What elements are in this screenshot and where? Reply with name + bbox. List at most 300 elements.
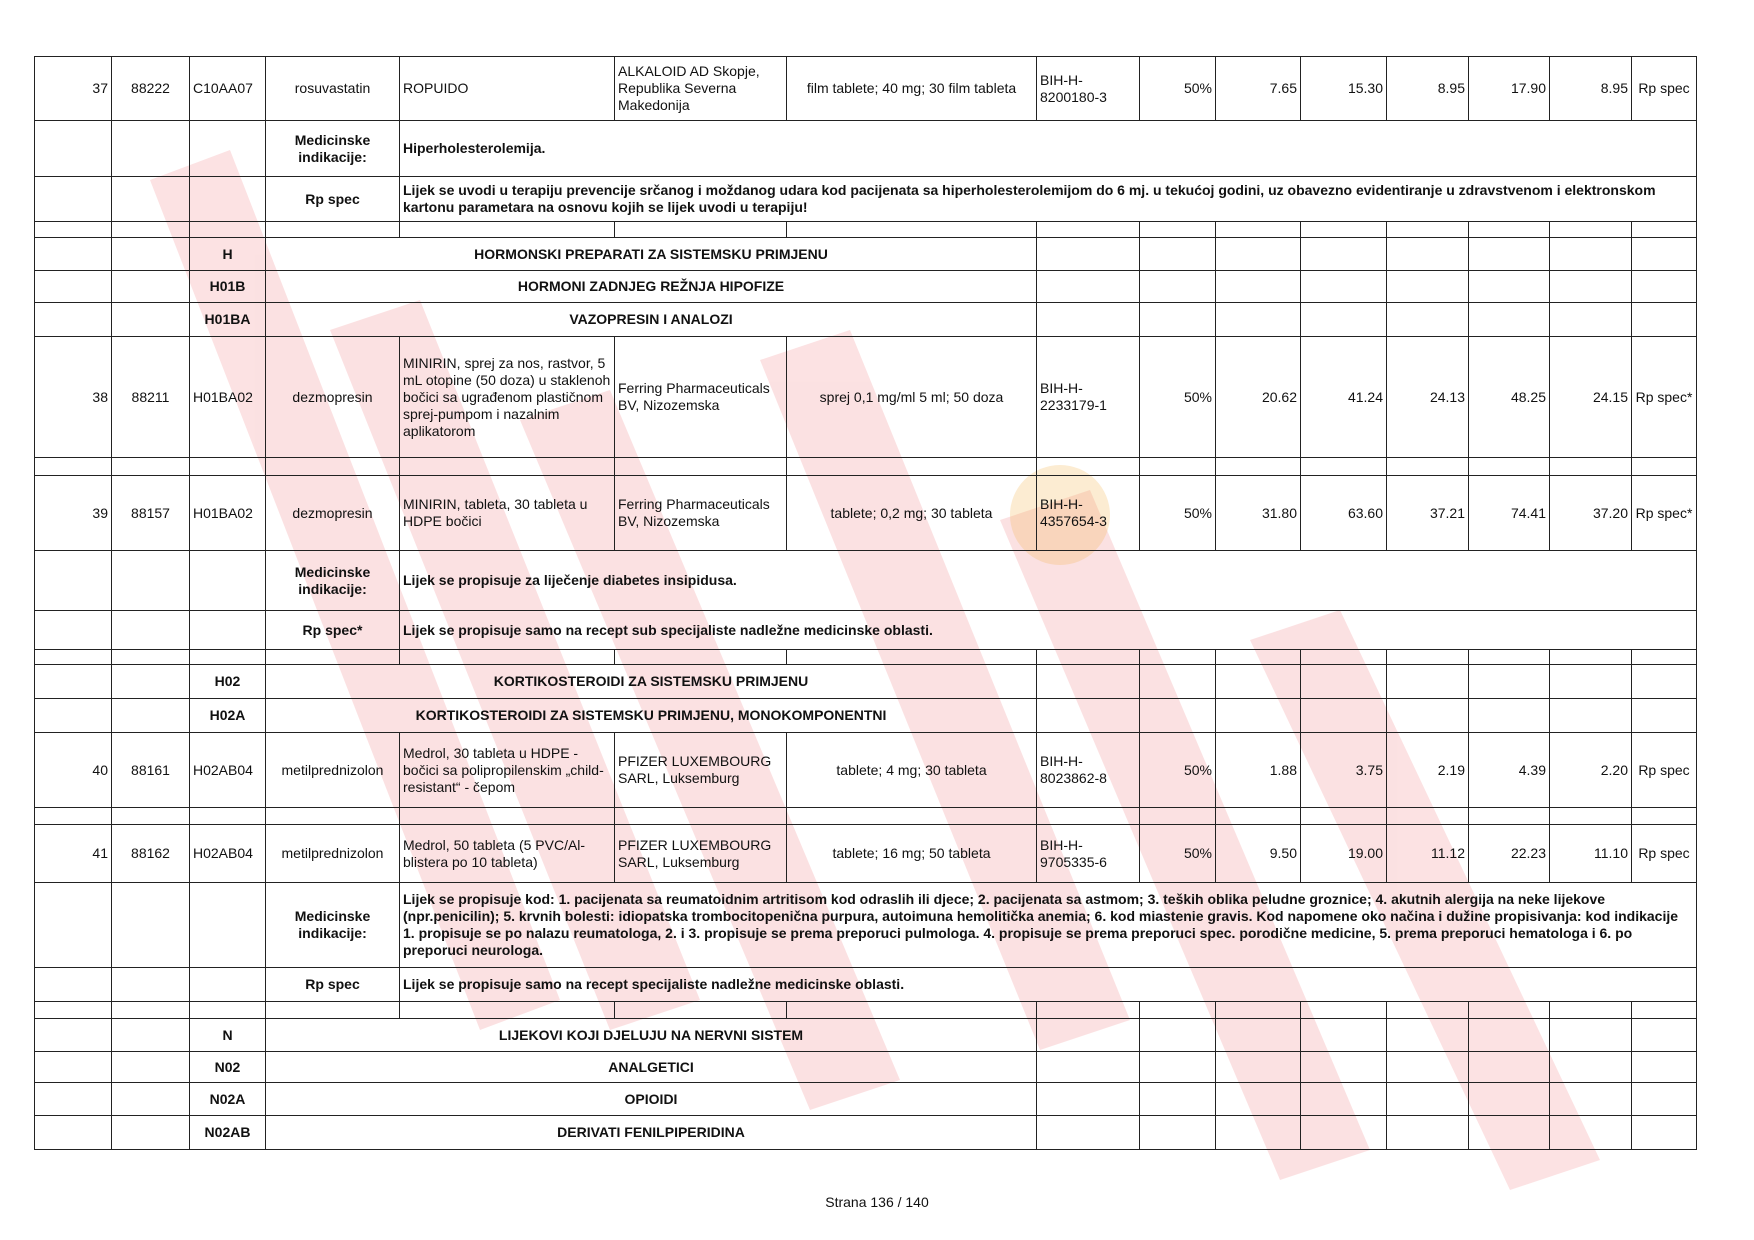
empty-cell: [1140, 458, 1216, 476]
empty-cell: [1550, 303, 1632, 337]
price-p4: 74.41: [1469, 476, 1550, 551]
note-row: [35, 883, 1697, 968]
empty-cell: [1216, 303, 1301, 337]
category-title: VAZOPRESIN I ANALOZI: [266, 303, 1037, 337]
empty-cell: [35, 551, 112, 611]
empty-cell: [35, 1083, 112, 1116]
note-text: Lijek se propisuje samo na recept specijaliste nadležne medicinske oblasti.: [400, 968, 1697, 1002]
category-row: [35, 1116, 1697, 1150]
empty-cell: [1550, 238, 1632, 271]
note-text: Lijek se propisuje kod: 1. pacijenata sa reumatoidnim artritisom kod odraslih ili djece; 2. pacijenata sa astmom; 3. teških oblika peludne groznice; 4. akutnih alergija na neke lijekove (npr.penicilin); 5. krvnih bolesti: idiopatska trombocitopenična purpura, autoimuna hemolitička anemia; 6. kod miastenie gravis. Kod napomene oko načina i dužine propisivanja: kod indikacije 1. propisuje se po nalazu reumatologa, 2. i 3. propisuje se prema preporuci pulmologa. 4. propisuje se prema preporuci spec. porodične medicine, 5. prema preporuci hematologa i 6. po preporuci neurologa.: [400, 883, 1697, 968]
participation-percent: 50%: [1140, 733, 1216, 808]
empty-cell: [266, 808, 400, 825]
category-row: [35, 238, 1697, 271]
row-number: 40: [35, 733, 112, 808]
price-p3: 24.13: [1387, 337, 1469, 458]
note-row: [35, 611, 1697, 650]
drug-name: MINIRIN, sprej za nos, rastvor, 5 mL otopine (50 doza) u staklenoh bočici sa ugrađenom plastičnom sprej-pumpom i nazalnim aplikatorom: [400, 337, 615, 458]
drug-name: Medrol, 50 tableta (5 PVC/Al-blistera po 10 tableta): [400, 825, 615, 883]
empty-cell: [615, 222, 787, 238]
empty-cell: [112, 121, 190, 177]
note-label: Medicinske indikacije:: [266, 121, 400, 177]
price-p3: 2.19: [1387, 733, 1469, 808]
empty-cell: [1301, 808, 1387, 825]
price-p2: 15.30: [1301, 57, 1387, 121]
pharmaceutical-form: film tablete; 40 mg; 30 film tableta: [787, 57, 1037, 121]
empty-cell: [1632, 1052, 1697, 1083]
price-p2: 19.00: [1301, 825, 1387, 883]
empty-cell: [1037, 1083, 1140, 1116]
row-number: 39: [35, 476, 112, 551]
category-row: [35, 271, 1697, 303]
empty-cell: [1550, 650, 1632, 665]
empty-cell: [615, 458, 787, 476]
prescription-regime: Rp spec: [1632, 733, 1697, 808]
drug-code: 88222: [112, 57, 190, 121]
empty-cell: [1632, 665, 1697, 699]
active-substance: rosuvastatin: [266, 57, 400, 121]
category-title: ANALGETICI: [266, 1052, 1037, 1083]
category-code: H02: [190, 665, 266, 699]
empty-cell: [1037, 1052, 1140, 1083]
empty-cell: [1550, 1052, 1632, 1083]
registration-number: BIH-H-2233179-1: [1037, 337, 1140, 458]
category-row: [35, 665, 1697, 699]
pharmaceutical-form: tablete; 4 mg; 30 tableta: [787, 733, 1037, 808]
spacer-row: [35, 808, 1697, 825]
empty-cell: [1216, 665, 1301, 699]
category-row: [35, 1083, 1697, 1116]
empty-cell: [35, 177, 112, 222]
empty-cell: [1037, 1002, 1140, 1019]
empty-cell: [112, 458, 190, 476]
empty-cell: [1037, 1019, 1140, 1052]
empty-cell: [1140, 1002, 1216, 1019]
empty-cell: [1216, 650, 1301, 665]
empty-cell: [1550, 808, 1632, 825]
drug-name: Medrol, 30 tableta u HDPE - bočici sa polipropilenskim „child-resistant“ - čepom: [400, 733, 615, 808]
empty-cell: [1469, 1116, 1550, 1150]
empty-cell: [35, 883, 112, 968]
empty-cell: [1140, 303, 1216, 337]
empty-cell: [1140, 1083, 1216, 1116]
empty-cell: [112, 177, 190, 222]
category-row: [35, 1019, 1697, 1052]
empty-cell: [1387, 303, 1469, 337]
empty-cell: [1469, 1019, 1550, 1052]
prescription-regime: Rp spec*: [1632, 337, 1697, 458]
empty-cell: [1387, 1116, 1469, 1150]
empty-cell: [1037, 458, 1140, 476]
atc-code: H01BA02: [190, 476, 266, 551]
empty-cell: [1550, 1002, 1632, 1019]
empty-cell: [1301, 650, 1387, 665]
category-code: H01BA: [190, 303, 266, 337]
empty-cell: [1387, 699, 1469, 733]
empty-cell: [1216, 1002, 1301, 1019]
empty-cell: [35, 1052, 112, 1083]
price-p4: 22.23: [1469, 825, 1550, 883]
empty-cell: [1140, 238, 1216, 271]
row-number: 41: [35, 825, 112, 883]
empty-cell: [1301, 1116, 1387, 1150]
note-row: [35, 968, 1697, 1002]
empty-cell: [1140, 808, 1216, 825]
empty-cell: [1550, 1083, 1632, 1116]
empty-cell: [190, 551, 266, 611]
empty-cell: [190, 177, 266, 222]
empty-cell: [35, 458, 112, 476]
note-row: [35, 551, 1697, 611]
empty-cell: [1387, 650, 1469, 665]
empty-cell: [1301, 458, 1387, 476]
empty-cell: [1037, 650, 1140, 665]
category-title: HORMONSKI PREPARATI ZA SISTEMSKU PRIMJENU: [266, 238, 1037, 271]
empty-cell: [1469, 808, 1550, 825]
note-label: Rp spec*: [266, 611, 400, 650]
empty-cell: [1387, 238, 1469, 271]
empty-cell: [112, 1052, 190, 1083]
manufacturer: PFIZER LUXEMBOURG SARL, Luksemburg: [615, 733, 787, 808]
empty-cell: [112, 883, 190, 968]
manufacturer: ALKALOID AD Skopje, Republika Severna Makedonija: [615, 57, 787, 121]
empty-cell: [1140, 650, 1216, 665]
participation-percent: 50%: [1140, 57, 1216, 121]
empty-cell: [1550, 458, 1632, 476]
empty-cell: [1301, 1002, 1387, 1019]
empty-cell: [1469, 1052, 1550, 1083]
atc-code: C10AA07: [190, 57, 266, 121]
spacer-row: [35, 1002, 1697, 1019]
empty-cell: [1037, 238, 1140, 271]
empty-cell: [1216, 1019, 1301, 1052]
note-label: Medicinske indikacije:: [266, 551, 400, 611]
note-row: [35, 177, 1697, 222]
category-code: H01B: [190, 271, 266, 303]
empty-cell: [1301, 665, 1387, 699]
empty-cell: [1216, 1116, 1301, 1150]
price-p1: 1.88: [1216, 733, 1301, 808]
price-p4: 17.90: [1469, 57, 1550, 121]
empty-cell: [1469, 271, 1550, 303]
empty-cell: [1037, 303, 1140, 337]
empty-cell: [266, 458, 400, 476]
drug-list-table: [34, 56, 1697, 1150]
empty-cell: [190, 458, 266, 476]
empty-cell: [190, 883, 266, 968]
empty-cell: [1469, 650, 1550, 665]
participation-percent: 50%: [1140, 337, 1216, 458]
active-substance: dezmopresin: [266, 337, 400, 458]
atc-code: H01BA02: [190, 337, 266, 458]
pharmaceutical-form: sprej 0,1 mg/ml 5 ml; 50 doza: [787, 337, 1037, 458]
spacer-row: [35, 222, 1697, 238]
prescription-regime: Rp spec*: [1632, 476, 1697, 551]
empty-cell: [615, 1002, 787, 1019]
category-row: [35, 1052, 1697, 1083]
spacer-row: [35, 650, 1697, 665]
empty-cell: [1387, 808, 1469, 825]
empty-cell: [190, 611, 266, 650]
empty-cell: [1140, 1052, 1216, 1083]
participation-percent: 50%: [1140, 476, 1216, 551]
empty-cell: [787, 222, 1037, 238]
empty-cell: [1550, 665, 1632, 699]
note-text: Hiperholesterolemija.: [400, 121, 1697, 177]
empty-cell: [1037, 808, 1140, 825]
registration-number: BIH-H-8200180-3: [1037, 57, 1140, 121]
empty-cell: [1140, 1116, 1216, 1150]
drug-code: 88162: [112, 825, 190, 883]
empty-cell: [1469, 458, 1550, 476]
registration-number: BIH-H-9705335-6: [1037, 825, 1140, 883]
empty-cell: [1301, 222, 1387, 238]
note-label: Rp spec: [266, 177, 400, 222]
empty-cell: [1387, 222, 1469, 238]
price-p3: 8.95: [1387, 57, 1469, 121]
empty-cell: [35, 1002, 112, 1019]
note-text: Lijek se uvodi u terapiju prevencije srčanog i moždanog udara kod pacijenata sa hiperholesterolemijom do 6 mj. u tekućoj godini, uz obavezno evidentiranje u zdravstvenom i elektronskom kartonu parametara na osnovu kojih se lijek uvodi u terapiju!: [400, 177, 1697, 222]
empty-cell: [1387, 458, 1469, 476]
empty-cell: [35, 665, 112, 699]
manufacturer: Ferring Pharmaceuticals BV, Nizozemska: [615, 337, 787, 458]
empty-cell: [1387, 271, 1469, 303]
empty-cell: [35, 1116, 112, 1150]
empty-cell: [35, 650, 112, 665]
price-p1: 9.50: [1216, 825, 1301, 883]
empty-cell: [1140, 1019, 1216, 1052]
empty-cell: [1632, 1019, 1697, 1052]
note-text: Lijek se propisuje samo na recept sub specijaliste nadležne medicinske oblasti.: [400, 611, 1697, 650]
empty-cell: [1632, 458, 1697, 476]
empty-cell: [1632, 1002, 1697, 1019]
category-title: OPIOIDI: [266, 1083, 1037, 1116]
prescription-regime: Rp spec: [1632, 825, 1697, 883]
empty-cell: [1216, 1083, 1301, 1116]
empty-cell: [1301, 271, 1387, 303]
drug-row: [35, 733, 1697, 808]
empty-cell: [112, 271, 190, 303]
registration-number: BIH-H-4357654-3: [1037, 476, 1140, 551]
empty-cell: [787, 1002, 1037, 1019]
price-p5: 37.20: [1550, 476, 1632, 551]
empty-cell: [400, 1002, 615, 1019]
price-p3: 37.21: [1387, 476, 1469, 551]
empty-cell: [1037, 699, 1140, 733]
empty-cell: [1550, 222, 1632, 238]
empty-cell: [1387, 665, 1469, 699]
empty-cell: [1469, 699, 1550, 733]
empty-cell: [1216, 238, 1301, 271]
price-p4: 4.39: [1469, 733, 1550, 808]
empty-cell: [112, 808, 190, 825]
price-p3: 11.12: [1387, 825, 1469, 883]
price-p5: 11.10: [1550, 825, 1632, 883]
empty-cell: [190, 808, 266, 825]
empty-cell: [35, 222, 112, 238]
empty-cell: [1550, 699, 1632, 733]
category-code: N02AB: [190, 1116, 266, 1150]
empty-cell: [1216, 222, 1301, 238]
empty-cell: [787, 808, 1037, 825]
category-code: N02A: [190, 1083, 266, 1116]
price-p2: 3.75: [1301, 733, 1387, 808]
empty-cell: [1469, 665, 1550, 699]
empty-cell: [1301, 303, 1387, 337]
empty-cell: [1140, 271, 1216, 303]
drug-row: [35, 825, 1697, 883]
empty-cell: [787, 458, 1037, 476]
registration-number: BIH-H-8023862-8: [1037, 733, 1140, 808]
empty-cell: [1632, 303, 1697, 337]
price-p2: 41.24: [1301, 337, 1387, 458]
category-row: [35, 303, 1697, 337]
empty-cell: [1140, 222, 1216, 238]
empty-cell: [1632, 271, 1697, 303]
empty-cell: [615, 650, 787, 665]
empty-cell: [190, 1002, 266, 1019]
empty-cell: [190, 650, 266, 665]
note-text: Lijek se propisuje za liječenje diabetes insipidusa.: [400, 551, 1697, 611]
empty-cell: [112, 699, 190, 733]
drug-code: 88161: [112, 733, 190, 808]
empty-cell: [1037, 1116, 1140, 1150]
empty-cell: [1469, 303, 1550, 337]
price-p1: 20.62: [1216, 337, 1301, 458]
row-number: 38: [35, 337, 112, 458]
empty-cell: [1216, 458, 1301, 476]
empty-cell: [112, 665, 190, 699]
price-p1: 7.65: [1216, 57, 1301, 121]
empty-cell: [112, 1019, 190, 1052]
price-p2: 63.60: [1301, 476, 1387, 551]
empty-cell: [1632, 222, 1697, 238]
empty-cell: [112, 303, 190, 337]
page-number: Strana 136 / 140: [825, 1194, 929, 1210]
empty-cell: [112, 611, 190, 650]
drug-name: MINIRIN, tableta, 30 tableta u HDPE bočici: [400, 476, 615, 551]
category-row: [35, 699, 1697, 733]
category-title: KORTIKOSTEROIDI ZA SISTEMSKU PRIMJENU: [266, 665, 1037, 699]
empty-cell: [1301, 1083, 1387, 1116]
empty-cell: [1387, 1083, 1469, 1116]
category-title: DERIVATI FENILPIPERIDINA: [266, 1116, 1037, 1150]
empty-cell: [1301, 1052, 1387, 1083]
empty-cell: [1216, 808, 1301, 825]
note-row: [35, 121, 1697, 177]
empty-cell: [1632, 1083, 1697, 1116]
empty-cell: [35, 303, 112, 337]
manufacturer: PFIZER LUXEMBOURG SARL, Luksemburg: [615, 825, 787, 883]
active-substance: dezmopresin: [266, 476, 400, 551]
empty-cell: [35, 611, 112, 650]
empty-cell: [1469, 238, 1550, 271]
active-substance: metilprednizolon: [266, 733, 400, 808]
empty-cell: [1301, 1019, 1387, 1052]
empty-cell: [35, 699, 112, 733]
row-number: 37: [35, 57, 112, 121]
empty-cell: [35, 271, 112, 303]
note-label: Medicinske indikacije:: [266, 883, 400, 968]
empty-cell: [35, 121, 112, 177]
empty-cell: [112, 551, 190, 611]
empty-cell: [190, 968, 266, 1002]
empty-cell: [615, 808, 787, 825]
manufacturer: Ferring Pharmaceuticals BV, Nizozemska: [615, 476, 787, 551]
pharmaceutical-form: tablete; 16 mg; 50 tableta: [787, 825, 1037, 883]
empty-cell: [1550, 1019, 1632, 1052]
empty-cell: [1140, 699, 1216, 733]
empty-cell: [1387, 1002, 1469, 1019]
category-code: H02A: [190, 699, 266, 733]
empty-cell: [35, 1019, 112, 1052]
empty-cell: [1632, 1116, 1697, 1150]
empty-cell: [266, 222, 400, 238]
category-title: LIJEKOVI KOJI DJELUJU NA NERVNI SISTEM: [266, 1019, 1037, 1052]
empty-cell: [1301, 699, 1387, 733]
empty-cell: [1037, 665, 1140, 699]
atc-code: H02AB04: [190, 733, 266, 808]
active-substance: metilprednizolon: [266, 825, 400, 883]
empty-cell: [190, 222, 266, 238]
empty-cell: [266, 1002, 400, 1019]
empty-cell: [112, 238, 190, 271]
category-title: KORTIKOSTEROIDI ZA SISTEMSKU PRIMJENU, MONOKOMPONENTNI: [266, 699, 1037, 733]
price-p5: 2.20: [1550, 733, 1632, 808]
empty-cell: [35, 238, 112, 271]
empty-cell: [400, 650, 615, 665]
empty-cell: [1216, 271, 1301, 303]
empty-cell: [266, 650, 400, 665]
price-p5: 8.95: [1550, 57, 1632, 121]
empty-cell: [1140, 665, 1216, 699]
empty-cell: [1387, 1052, 1469, 1083]
empty-cell: [112, 1002, 190, 1019]
drug-code: 88157: [112, 476, 190, 551]
empty-cell: [1301, 238, 1387, 271]
empty-cell: [1216, 1052, 1301, 1083]
drug-row: [35, 476, 1697, 551]
drug-row: [35, 337, 1697, 458]
pharmaceutical-form: tablete; 0,2 mg; 30 tableta: [787, 476, 1037, 551]
empty-cell: [1216, 699, 1301, 733]
empty-cell: [35, 968, 112, 1002]
empty-cell: [112, 1083, 190, 1116]
price-p4: 48.25: [1469, 337, 1550, 458]
empty-cell: [1387, 1019, 1469, 1052]
category-code: H: [190, 238, 266, 271]
empty-cell: [1550, 1116, 1632, 1150]
category-title: HORMONI ZADNJEG REŽNJA HIPOFIZE: [266, 271, 1037, 303]
prescription-regime: Rp spec: [1632, 57, 1697, 121]
empty-cell: [1632, 808, 1697, 825]
empty-cell: [1037, 222, 1140, 238]
empty-cell: [1632, 699, 1697, 733]
empty-cell: [112, 1116, 190, 1150]
price-p5: 24.15: [1550, 337, 1632, 458]
drug-name: ROPUIDO: [400, 57, 615, 121]
empty-cell: [1469, 222, 1550, 238]
empty-cell: [112, 222, 190, 238]
empty-cell: [1632, 238, 1697, 271]
spacer-row: [35, 458, 1697, 476]
empty-cell: [35, 808, 112, 825]
empty-cell: [400, 808, 615, 825]
price-p1: 31.80: [1216, 476, 1301, 551]
empty-cell: [1550, 271, 1632, 303]
empty-cell: [1469, 1002, 1550, 1019]
participation-percent: 50%: [1140, 825, 1216, 883]
